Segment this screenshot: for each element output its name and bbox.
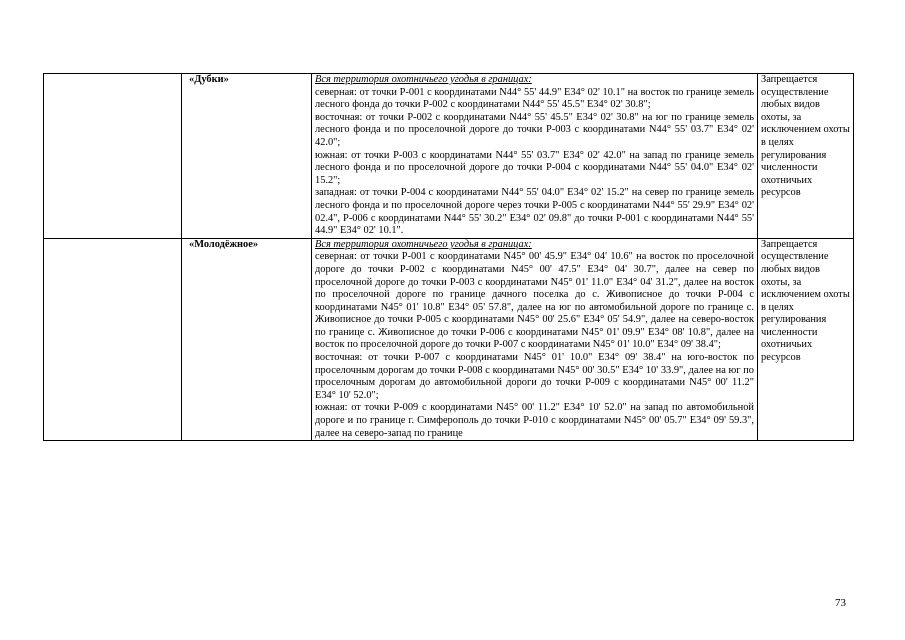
boundary-west: западная: от точки Р-004 с координатами N44° 55' 04.0" E34° 02' 15.2" на север по границе земель лесного фонда и по проселочной дороге через точки Р-005 с координатами N44° 55' 29.9" E34° 02' 02.4", Р-006 с координатами N44° 55' 30.2" E34° 02' 09.8" до точки Р-001 с координатами N44° 55' 44.9" E34° 02' 10.1". xyxy=(315,187,754,237)
restriction-text: Запрещается осуществление любых видов охоты, за исключением охоты в целях регулирования численности охотничьих ресурсов xyxy=(761,74,850,199)
table-row xyxy=(44,238,854,441)
boundary-north: северная: от точки Р-001 с координатами N45° 00' 45.9" E34° 04' 10.6" на восток по проселочной дороге до точки Р-002 с координатами N45° 00' 47.5" E34° 04' 30.7", далее на север по проселочной дороге до точки Р-003 с координатами N45° 01' 11.0" E34° 04' 31.2", далее на восток по проселочной дороге по границе дачного поселка до с. Живописное до точки Р-004 с координатами N45° 01' 10.8" E34° 05' 57.8", далее на юг по автомобильной дороге по границе с. Живописное до точки Р-005 с координатами N45° 00' 25.6" E34° 05' 54.9", далее на северо-восток по границе с. Живописное до точки Р-006 с координатами N45° 01' 09.9" E34° 08' 10.8", далее на восток по проселочной дороге до точки Р-007 с координатами N45° 01' 10.0" E34° 09' 38.4"; xyxy=(315,251,755,351)
boundary-east: восточная: от точки Р-002 с координатами N44° 55' 45.5" E34° 02' 30.8" на юг по границе земель лесного фонда и по проселочной дороге до точки Р-003 с координатами N44° 55' 03.7" E34° 02' 42.0"; xyxy=(315,111,754,148)
hunting-grounds-table xyxy=(43,73,854,441)
empty-cell xyxy=(44,238,182,441)
ground-name: «Дубки» xyxy=(189,74,229,85)
restriction-cell xyxy=(758,238,854,441)
table-row xyxy=(44,74,854,239)
page-number: 73 xyxy=(835,597,846,609)
boundary-cell xyxy=(312,74,758,239)
restriction-cell xyxy=(758,74,854,239)
ground-name-cell xyxy=(182,238,312,441)
boundary-header: Вся территория охотничьего угодья в границах: xyxy=(315,74,532,85)
restriction-text: Запрещается осуществление любых видов охоты, за исключением охоты в целях регулирования численности охотничьих ресурсов xyxy=(761,238,850,364)
empty-cell xyxy=(44,74,182,239)
boundary-north: северная: от точки Р-001 с координатами N44° 55' 44.9" E34° 02' 10.1" на восток по границе земель лесного фонда до точки Р-002 с координатами N44° 55' 45.5" E34° 02' 30.8"; xyxy=(315,86,754,111)
boundary-south: южная: от точки Р-003 с координатами N44° 55' 03.7" E34° 02' 42.0" на запад по границе земель лесного фонда и по проселочной дороге до точки Р-004 с координатами N44° 55' 04.0" E34° 02' 15.2"; xyxy=(315,149,754,186)
boundary-cell xyxy=(312,238,758,441)
ground-name-cell xyxy=(182,74,312,239)
boundary-east: восточная: от точки Р-007 с координатами N45° 01' 10.0" E34° 09' 38.4" на юго-восток по проселочным дорогам до точки Р-008 с координатами N45° 00' 30.5" E34° 10' 33.9", далее на юг по проселочным дорогам до автомобильной дороги до точки Р-009 с координатами N45° 00' 11.2" E34° 10' 52.0"; xyxy=(315,352,754,401)
boundary-south: южная: от точки Р-009 с координатами N45° 00' 11.2" E34° 10' 52.0" на запад по автомобильной дороге и по границе г. Симферополь до точки Р-010 с координатами N45° 00' 05.7" E34° 09' 59.3", далее на северо-запад по границе xyxy=(315,402,754,439)
boundary-header: Вся территория охотничьего угодья в границах: xyxy=(315,238,532,250)
ground-name: «Молодёжное» xyxy=(189,238,259,250)
